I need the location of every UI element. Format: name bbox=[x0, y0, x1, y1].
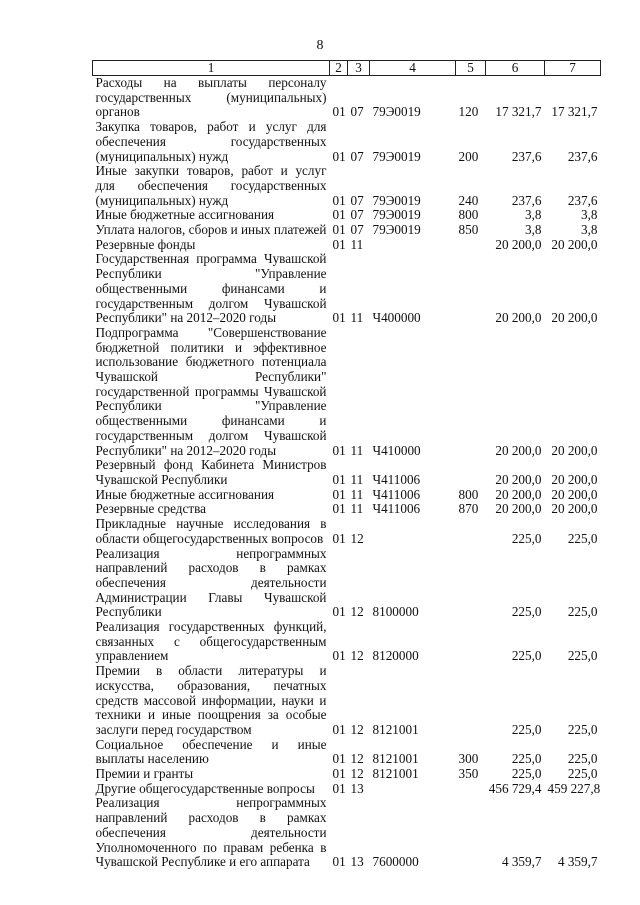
row-amount-col6: 237,6 bbox=[511, 192, 542, 208]
row-name: Реализация непрограммных направлений расходов в рамках обеспечения деятельности Администрации Главы Чувашской Республики bbox=[95, 545, 327, 620]
column-header: 7 bbox=[545, 61, 601, 76]
row-amount-col6: 4 359,7 bbox=[501, 854, 542, 870]
table-row bbox=[93, 458, 601, 487]
row-amount-col7: 225,0 bbox=[567, 751, 598, 767]
row-name: Уплата налогов, сборов и иных платежей bbox=[95, 222, 327, 238]
table-row bbox=[93, 547, 601, 621]
table-row bbox=[93, 767, 601, 782]
row-subsection-code: 11 bbox=[350, 501, 364, 517]
row-amount-col7: 4 359,7 bbox=[557, 854, 598, 870]
table-row bbox=[93, 738, 601, 767]
row-amount-col7: 459 227,8 bbox=[547, 780, 601, 796]
row-section-code: 01 bbox=[332, 501, 346, 517]
column-header: 4 bbox=[370, 61, 456, 76]
row-section-code: 01 bbox=[332, 192, 346, 208]
table-row bbox=[93, 120, 601, 164]
table-row bbox=[93, 76, 601, 121]
row-section-code: 01 bbox=[332, 104, 346, 120]
row-name: Премии в области литературы и искусства, образования, печатных средств массовой информации, науки и техники и иные поощрения за особые заслуги перед государством bbox=[95, 663, 327, 737]
row-amount-col6: 225,0 bbox=[511, 721, 542, 737]
row-amount-col6: 20 200,0 bbox=[495, 310, 542, 326]
row-amount-col6: 3,8 bbox=[525, 207, 542, 223]
row-target-article: 79Э0019 bbox=[372, 222, 421, 238]
row-name: Премии и гранты bbox=[95, 766, 194, 782]
column-header: 2 bbox=[330, 61, 348, 76]
row-expense-type bbox=[456, 620, 486, 664]
table-row bbox=[93, 488, 601, 503]
row-subsection-code: 11 bbox=[350, 442, 364, 458]
row-section-code: 01 bbox=[332, 236, 346, 252]
row-amount-col6: 225,0 bbox=[511, 766, 542, 782]
row-target-article: Ч400000 bbox=[372, 310, 421, 326]
row-target-article: 79Э0019 bbox=[372, 192, 421, 208]
table-row bbox=[93, 252, 601, 326]
row-amount-col7: 225,0 bbox=[567, 721, 598, 737]
row-target-article: 8121001 bbox=[372, 721, 419, 737]
row-section-code: 01 bbox=[332, 766, 346, 782]
row-target-article: 79Э0019 bbox=[372, 104, 421, 120]
row-section-code: 01 bbox=[332, 442, 346, 458]
row-name: Реализация непрограммных направлений расходов в рамках обеспечения деятельности Уполномоченного по правам ребенка в Чувашской Республике и его аппарата bbox=[95, 795, 327, 870]
row-amount-col7: 225,0 bbox=[567, 648, 598, 664]
row-amount-col7: 17 321,7 bbox=[551, 104, 598, 120]
row-expense-type bbox=[456, 782, 486, 797]
row-expense-type bbox=[456, 796, 486, 870]
column-header: 1 bbox=[93, 61, 330, 76]
row-target-article: Ч411006 bbox=[372, 471, 421, 487]
row-amount-col6: 225,0 bbox=[511, 648, 542, 664]
row-amount-col7: 20 200,0 bbox=[551, 471, 598, 487]
row-amount-col6: 237,6 bbox=[511, 148, 542, 164]
row-section-code: 01 bbox=[332, 530, 346, 546]
row-section-code: 01 bbox=[332, 648, 346, 664]
row-target-article bbox=[370, 517, 456, 546]
table-row bbox=[93, 796, 601, 870]
row-name: Расходы на выплаты персоналу государственных (муниципальных) органов bbox=[95, 75, 327, 120]
row-subsection-code: 07 bbox=[350, 104, 364, 120]
row-amount-col7: 225,0 bbox=[567, 766, 598, 782]
row-subsection-code: 12 bbox=[350, 604, 364, 620]
row-expense-type: 240 bbox=[458, 192, 479, 208]
row-amount-col6: 3,8 bbox=[525, 222, 542, 238]
row-target-article: 8121001 bbox=[372, 751, 419, 767]
row-expense-type bbox=[456, 458, 486, 487]
row-name: Резервные фонды bbox=[95, 236, 196, 252]
row-section-code: 01 bbox=[332, 486, 346, 502]
row-target-article bbox=[370, 238, 456, 253]
column-header: 3 bbox=[348, 61, 370, 76]
row-expense-type: 120 bbox=[458, 104, 479, 120]
row-name: Резервный фонд Кабинета Министров Чувашской Республики bbox=[95, 457, 327, 487]
row-amount-col6: 20 200,0 bbox=[495, 486, 542, 502]
table-row bbox=[93, 517, 601, 546]
row-amount-col6: 456 729,4 bbox=[488, 780, 542, 796]
row-name: Подпрограмма "Совершенствование бюджетной политики и эффективное использование бюджетного потенциала Чувашской Республики" государственной программы Чувашской Республики "Управление общественными финансами и государственным долгом Чувашской Республики" на 2012–2020 годы bbox=[95, 324, 327, 458]
row-target-article: 79Э0019 bbox=[372, 148, 421, 164]
row-amount-col7: 237,6 bbox=[567, 192, 598, 208]
row-section-code: 01 bbox=[332, 310, 346, 326]
row-section-code: 01 bbox=[332, 222, 346, 238]
row-section-code: 01 bbox=[332, 780, 346, 796]
table-row bbox=[93, 326, 601, 458]
row-expense-type: 800 bbox=[458, 207, 479, 223]
row-subsection-code: 12 bbox=[350, 766, 364, 782]
row-section-code: 01 bbox=[332, 854, 346, 870]
row-target-article: 8100000 bbox=[372, 604, 419, 620]
row-target-article: Ч411006 bbox=[372, 486, 421, 502]
row-expense-type: 870 bbox=[458, 501, 479, 517]
page-number: 8 bbox=[316, 38, 324, 53]
table-row bbox=[93, 502, 601, 517]
row-amount-col6: 225,0 bbox=[511, 530, 542, 546]
row-amount-col6: 20 200,0 bbox=[495, 501, 542, 517]
row-name: Прикладные научные исследования в области общегосударственных вопросов bbox=[95, 516, 327, 546]
row-section-code: 01 bbox=[332, 604, 346, 620]
row-section-code: 01 bbox=[332, 471, 346, 487]
row-expense-type: 300 bbox=[458, 751, 479, 767]
row-name: Закупка товаров, работ и услуг для обеспечения государственных (муниципальных) нужд bbox=[95, 119, 327, 164]
row-target-article bbox=[370, 782, 456, 797]
table-row bbox=[93, 238, 601, 253]
row-name: Реализация государственных функций, связанных с общегосударственным управлением bbox=[95, 619, 327, 664]
budget-table bbox=[92, 60, 601, 870]
row-name: Социальное обеспечение и иные выплаты населению bbox=[95, 736, 327, 767]
row-amount-col6: 20 200,0 bbox=[495, 442, 542, 458]
row-subsection-code: 12 bbox=[350, 721, 364, 737]
row-subsection-code: 11 bbox=[350, 310, 364, 326]
row-subsection-code: 11 bbox=[350, 471, 364, 487]
row-subsection-code: 12 bbox=[350, 751, 364, 767]
row-name: Другие общегосударственные вопросы bbox=[95, 780, 315, 796]
row-expense-type bbox=[456, 252, 486, 326]
row-amount-col7: 3,8 bbox=[581, 222, 598, 238]
row-amount-col7: 225,0 bbox=[567, 604, 598, 620]
table-row bbox=[93, 208, 601, 223]
row-amount-col6: 20 200,0 bbox=[495, 236, 542, 252]
table-header-row bbox=[93, 61, 601, 76]
row-amount-col6: 20 200,0 bbox=[495, 471, 542, 487]
row-amount-col7: 20 200,0 bbox=[551, 486, 598, 502]
row-name: Иные бюджетные ассигнования bbox=[95, 207, 275, 223]
row-target-article: 79Э0019 bbox=[372, 207, 421, 223]
row-target-article: 8121001 bbox=[372, 766, 419, 782]
row-expense-type bbox=[456, 664, 486, 738]
row-expense-type: 200 bbox=[458, 148, 479, 164]
row-expense-type bbox=[456, 326, 486, 458]
table-row bbox=[93, 664, 601, 738]
table-row bbox=[93, 620, 601, 664]
row-target-article: Ч410000 bbox=[372, 442, 421, 458]
row-expense-type bbox=[456, 238, 486, 253]
row-amount-col6: 225,0 bbox=[511, 604, 542, 620]
row-subsection-code: 12 bbox=[350, 530, 364, 546]
row-name: Резервные средства bbox=[95, 501, 206, 517]
row-amount-col6: 17 321,7 bbox=[495, 104, 542, 120]
row-subsection-code: 13 bbox=[350, 854, 364, 870]
row-amount-col6: 225,0 bbox=[511, 751, 542, 767]
row-name: Иные бюджетные ассигнования bbox=[95, 486, 275, 502]
row-expense-type: 850 bbox=[458, 222, 479, 238]
row-section-code: 01 bbox=[332, 721, 346, 737]
table-row bbox=[93, 782, 601, 797]
row-expense-type: 350 bbox=[458, 766, 479, 782]
row-expense-type bbox=[456, 547, 486, 621]
row-target-article: 7600000 bbox=[372, 854, 419, 870]
row-target-article: 8120000 bbox=[372, 648, 419, 664]
row-amount-col7: 20 200,0 bbox=[551, 501, 598, 517]
row-expense-type bbox=[456, 517, 486, 546]
row-amount-col7: 225,0 bbox=[567, 530, 598, 546]
row-target-article: Ч411006 bbox=[372, 501, 421, 517]
table-row bbox=[93, 164, 601, 208]
table-row bbox=[93, 223, 601, 238]
row-section-code: 01 bbox=[332, 207, 346, 223]
row-section-code: 01 bbox=[332, 751, 346, 767]
row-amount-col7: 20 200,0 bbox=[551, 236, 598, 252]
row-amount-col7: 20 200,0 bbox=[551, 310, 598, 326]
row-subsection-code: 07 bbox=[350, 207, 364, 223]
row-subsection-code: 11 bbox=[350, 236, 364, 252]
row-subsection-code: 07 bbox=[350, 148, 364, 164]
row-expense-type: 800 bbox=[458, 486, 479, 502]
row-name: Иные закупки товаров, работ и услуг для обеспечения государственных (муниципальных) нужд bbox=[95, 163, 327, 208]
row-subsection-code: 13 bbox=[350, 780, 364, 796]
row-section-code: 01 bbox=[332, 148, 346, 164]
row-name: Государственная программа Чувашской Республики "Управление общественными финансами и государственным долгом Чувашской Республики" на 2012–2020 годы bbox=[95, 251, 327, 326]
row-amount-col7: 237,6 bbox=[567, 148, 598, 164]
column-header: 5 bbox=[456, 61, 486, 76]
row-amount-col7: 20 200,0 bbox=[551, 442, 598, 458]
row-subsection-code: 12 bbox=[350, 648, 364, 664]
row-subsection-code: 07 bbox=[350, 222, 364, 238]
column-header: 6 bbox=[486, 61, 545, 76]
row-amount-col7: 3,8 bbox=[581, 207, 598, 223]
row-subsection-code: 11 bbox=[350, 486, 364, 502]
row-subsection-code: 07 bbox=[350, 192, 364, 208]
